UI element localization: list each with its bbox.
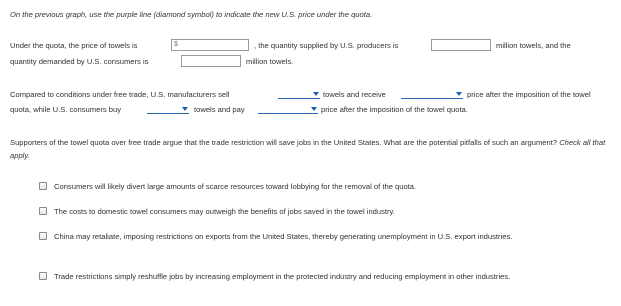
option-2-checkbox[interactable]: [39, 207, 47, 215]
quota-text-5: million towels.: [246, 57, 294, 66]
compare-text-3: price after the imposition of the towel: [467, 90, 591, 99]
manufacturers-price-dropdown[interactable]: [401, 89, 463, 99]
chevron-down-icon: [456, 92, 462, 96]
option-1-checkbox[interactable]: [39, 182, 47, 190]
instruction-text: On the previous graph, use the purple line (diamond symbol) to indicate the new U.S. price under the quota.: [10, 10, 373, 19]
option-4-checkbox[interactable]: [39, 272, 47, 280]
chevron-down-icon: [313, 92, 319, 96]
compare-text-1: Compared to conditions under free trade, U.S. manufacturers sell: [10, 90, 230, 99]
compare-text-6: price after the imposition of the towel quota.: [321, 105, 468, 114]
quota-text-4: quantity demanded by U.S. consumers is: [10, 57, 149, 66]
consumers-pay-dropdown[interactable]: [258, 104, 318, 114]
dollar-sign: $: [174, 41, 178, 48]
quantity-supplied-input[interactable]: [431, 39, 491, 51]
option-3-checkbox[interactable]: [39, 232, 47, 240]
option-4-label[interactable]: Trade restrictions simply reshuffle jobs by increasing employment in the protected industry and reducing employment in other industries.: [54, 272, 511, 281]
quota-text-3: million towels, and the: [496, 41, 571, 50]
option-2-label[interactable]: The costs to domestic towel consumers may outweigh the benefits of jobs saved in the towel industry.: [54, 207, 395, 216]
question-body: Supporters of the towel quota over free trade argue that the trade restriction will save jobs in the United States. What are the potential pitfalls of such an argument?: [10, 138, 558, 147]
question-text: [10, 136, 620, 162]
compare-text-5: towels and pay: [194, 105, 245, 114]
price-input[interactable]: [171, 39, 249, 51]
quota-text-1: Under the quota, the price of towels is: [10, 41, 138, 50]
option-3-label[interactable]: China may retaliate, imposing restrictions on exports from the United States, thereby generating unemployment in U.S. export industries.: [54, 232, 513, 241]
chevron-down-icon: [311, 107, 317, 111]
question-hint: Check all that apply.: [10, 138, 606, 160]
compare-text-4: quota, while U.S. consumers buy: [10, 105, 122, 114]
chevron-down-icon: [182, 107, 188, 111]
consumers-buy-dropdown[interactable]: [147, 104, 189, 114]
quantity-demanded-input[interactable]: [181, 55, 241, 67]
quota-text-2: , the quantity supplied by U.S. producers is: [254, 41, 399, 50]
compare-text-2: towels and receive: [323, 90, 386, 99]
option-1-label[interactable]: Consumers will likely divert large amounts of scarce resources toward lobbying for the removal of the quota.: [54, 182, 417, 191]
manufacturers-sell-dropdown[interactable]: [278, 89, 320, 99]
